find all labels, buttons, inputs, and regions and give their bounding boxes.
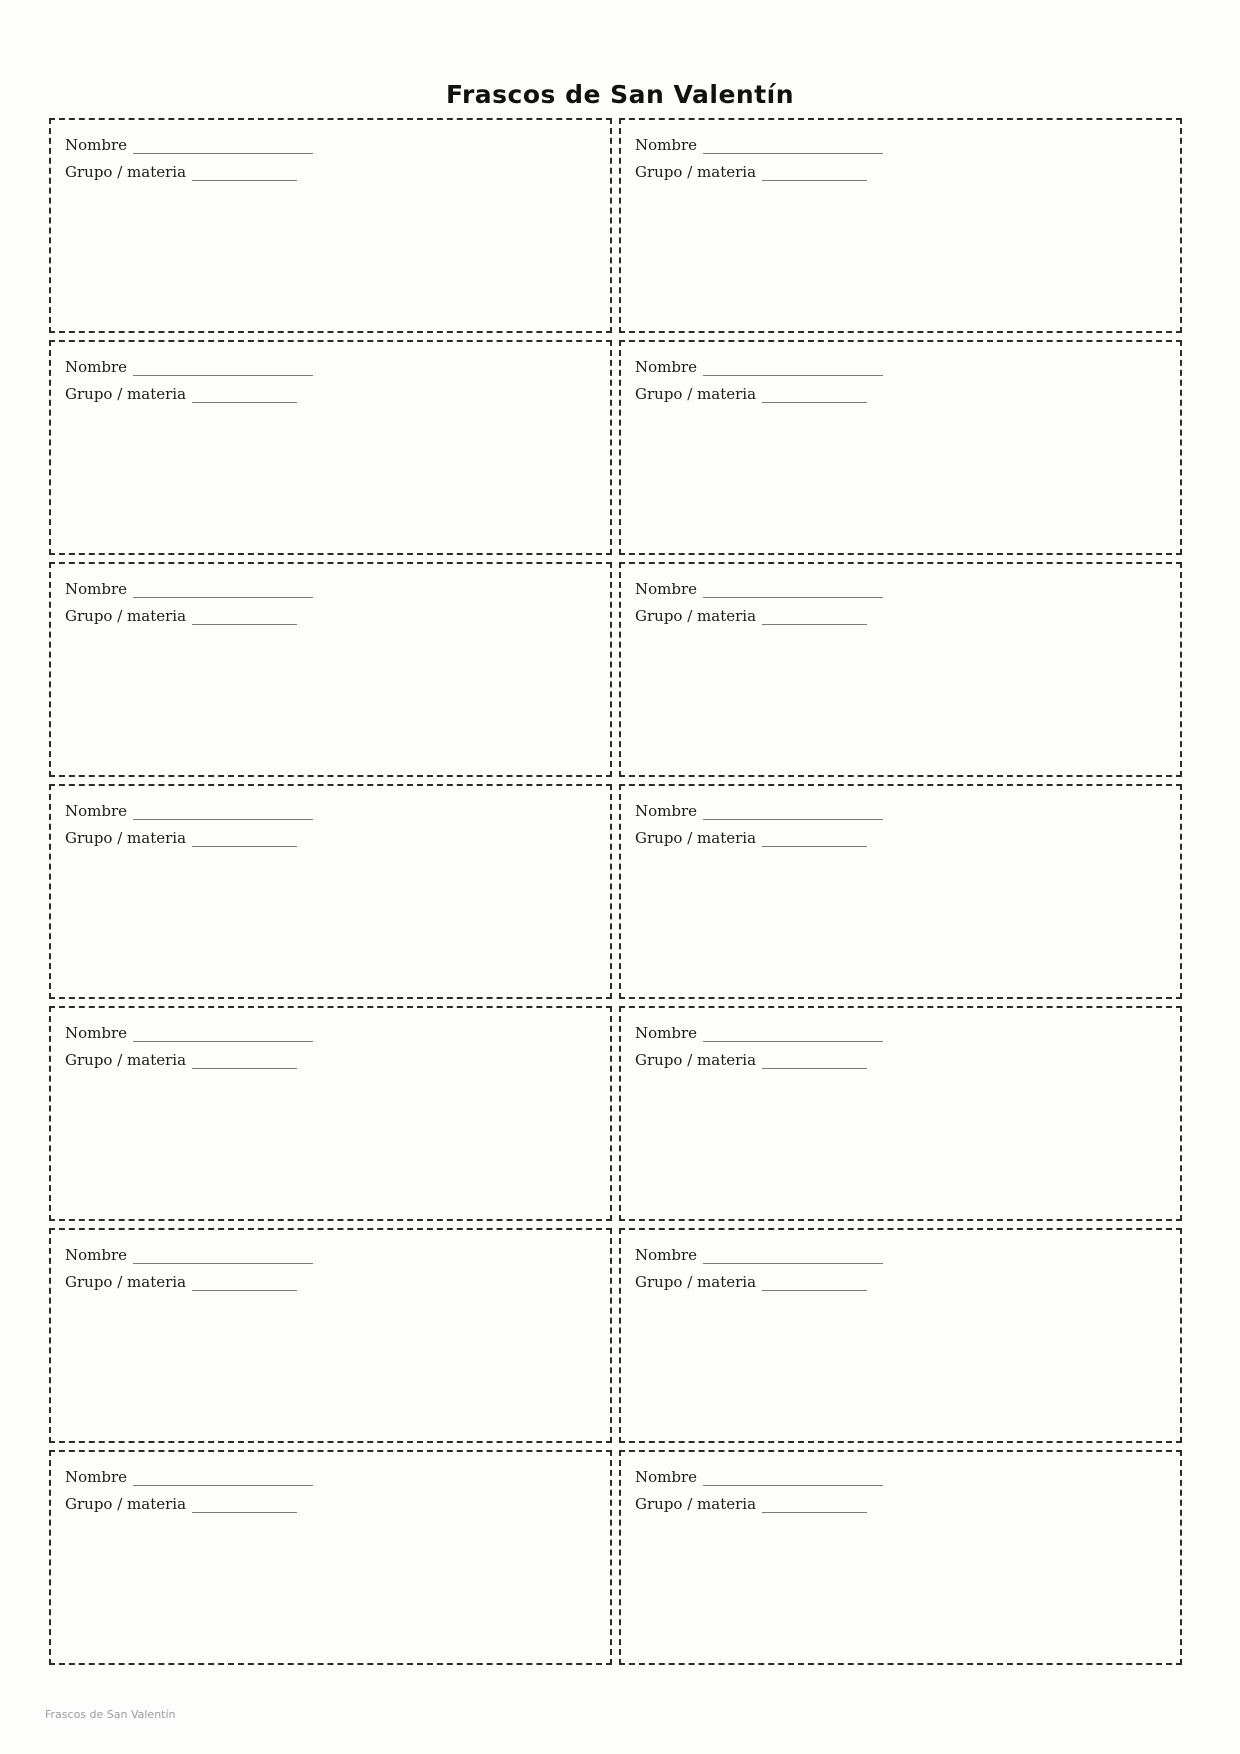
group-label: Grupo / materia (635, 1495, 757, 1513)
label-card (619, 1228, 1182, 1443)
label-card (49, 1228, 612, 1443)
name-label: Nombre (65, 1246, 128, 1264)
group-blank: ______________ (762, 1495, 868, 1513)
group-label: Grupo / materia (65, 1273, 187, 1291)
name-line (635, 1470, 1166, 1485)
label-card (49, 1006, 612, 1221)
name-line (65, 1026, 596, 1041)
name-label: Nombre (65, 1024, 128, 1042)
group-label: Grupo / materia (635, 1051, 757, 1069)
name-line (65, 582, 596, 597)
name-label: Nombre (635, 1468, 698, 1486)
name-line (635, 1248, 1166, 1263)
card-grid (49, 118, 1182, 1665)
group-blank: ______________ (192, 1051, 298, 1069)
name-label: Nombre (635, 1246, 698, 1264)
page-title: Frascos de San Valentín (445, 80, 795, 109)
name-line (65, 804, 596, 819)
group-label: Grupo / materia (65, 607, 187, 625)
group-line (635, 831, 1166, 846)
name-blank: ________________________ (133, 580, 314, 598)
name-line (635, 360, 1166, 375)
name-label: Nombre (635, 802, 698, 820)
name-blank: ________________________ (703, 1468, 884, 1486)
label-card (49, 784, 612, 999)
group-blank: ______________ (192, 1273, 298, 1291)
name-line (635, 804, 1166, 819)
name-blank: ________________________ (703, 358, 884, 376)
label-card (49, 562, 612, 777)
group-label: Grupo / materia (65, 1495, 187, 1513)
name-blank: ________________________ (133, 136, 314, 154)
name-line (65, 360, 596, 375)
page-footer: Frascos de San Valentín (45, 1708, 176, 1721)
group-blank: ______________ (192, 385, 298, 403)
name-label: Nombre (65, 580, 128, 598)
group-blank: ______________ (192, 607, 298, 625)
name-line (635, 1026, 1166, 1041)
label-card (619, 118, 1182, 333)
group-label: Grupo / materia (635, 385, 757, 403)
group-label: Grupo / materia (65, 163, 187, 181)
label-card (619, 784, 1182, 999)
group-blank: ______________ (762, 829, 868, 847)
group-label: Grupo / materia (635, 163, 757, 181)
name-blank: ________________________ (703, 1246, 884, 1264)
name-blank: ________________________ (703, 802, 884, 820)
group-line (65, 387, 596, 402)
name-line (65, 1470, 596, 1485)
group-line (65, 1275, 596, 1290)
name-label: Nombre (635, 358, 698, 376)
group-label: Grupo / materia (635, 1273, 757, 1291)
name-blank: ________________________ (133, 802, 314, 820)
group-blank: ______________ (762, 1051, 868, 1069)
group-line (635, 165, 1166, 180)
label-card (619, 340, 1182, 555)
group-line (65, 609, 596, 624)
name-blank: ________________________ (133, 1246, 314, 1264)
label-card (619, 562, 1182, 777)
group-label: Grupo / materia (65, 829, 187, 847)
group-label: Grupo / materia (635, 607, 757, 625)
group-line (65, 165, 596, 180)
group-line (635, 1053, 1166, 1068)
group-line (635, 609, 1166, 624)
group-line (635, 1497, 1166, 1512)
name-label: Nombre (65, 358, 128, 376)
group-blank: ______________ (192, 1495, 298, 1513)
group-line (635, 387, 1166, 402)
group-blank: ______________ (762, 163, 868, 181)
name-blank: ________________________ (703, 580, 884, 598)
label-card (49, 118, 612, 333)
name-blank: ________________________ (133, 358, 314, 376)
group-blank: ______________ (192, 163, 298, 181)
name-label: Nombre (65, 802, 128, 820)
group-line (65, 1497, 596, 1512)
name-blank: ________________________ (133, 1024, 314, 1042)
label-card (619, 1006, 1182, 1221)
group-blank: ______________ (762, 1273, 868, 1291)
group-label: Grupo / materia (65, 385, 187, 403)
name-label: Nombre (635, 580, 698, 598)
name-label: Nombre (65, 1468, 128, 1486)
name-label: Nombre (635, 1024, 698, 1042)
name-blank: ________________________ (133, 1468, 314, 1486)
label-card (619, 1450, 1182, 1665)
name-line (635, 582, 1166, 597)
group-blank: ______________ (192, 829, 298, 847)
name-line (65, 138, 596, 153)
label-card (49, 340, 612, 555)
name-line (635, 138, 1166, 153)
group-line (65, 831, 596, 846)
group-blank: ______________ (762, 607, 868, 625)
group-blank: ______________ (762, 385, 868, 403)
group-line (635, 1275, 1166, 1290)
name-line (65, 1248, 596, 1263)
label-card (49, 1450, 612, 1665)
group-label: Grupo / materia (65, 1051, 187, 1069)
name-blank: ________________________ (703, 136, 884, 154)
name-blank: ________________________ (703, 1024, 884, 1042)
group-label: Grupo / materia (635, 829, 757, 847)
group-line (65, 1053, 596, 1068)
name-label: Nombre (635, 136, 698, 154)
name-label: Nombre (65, 136, 128, 154)
